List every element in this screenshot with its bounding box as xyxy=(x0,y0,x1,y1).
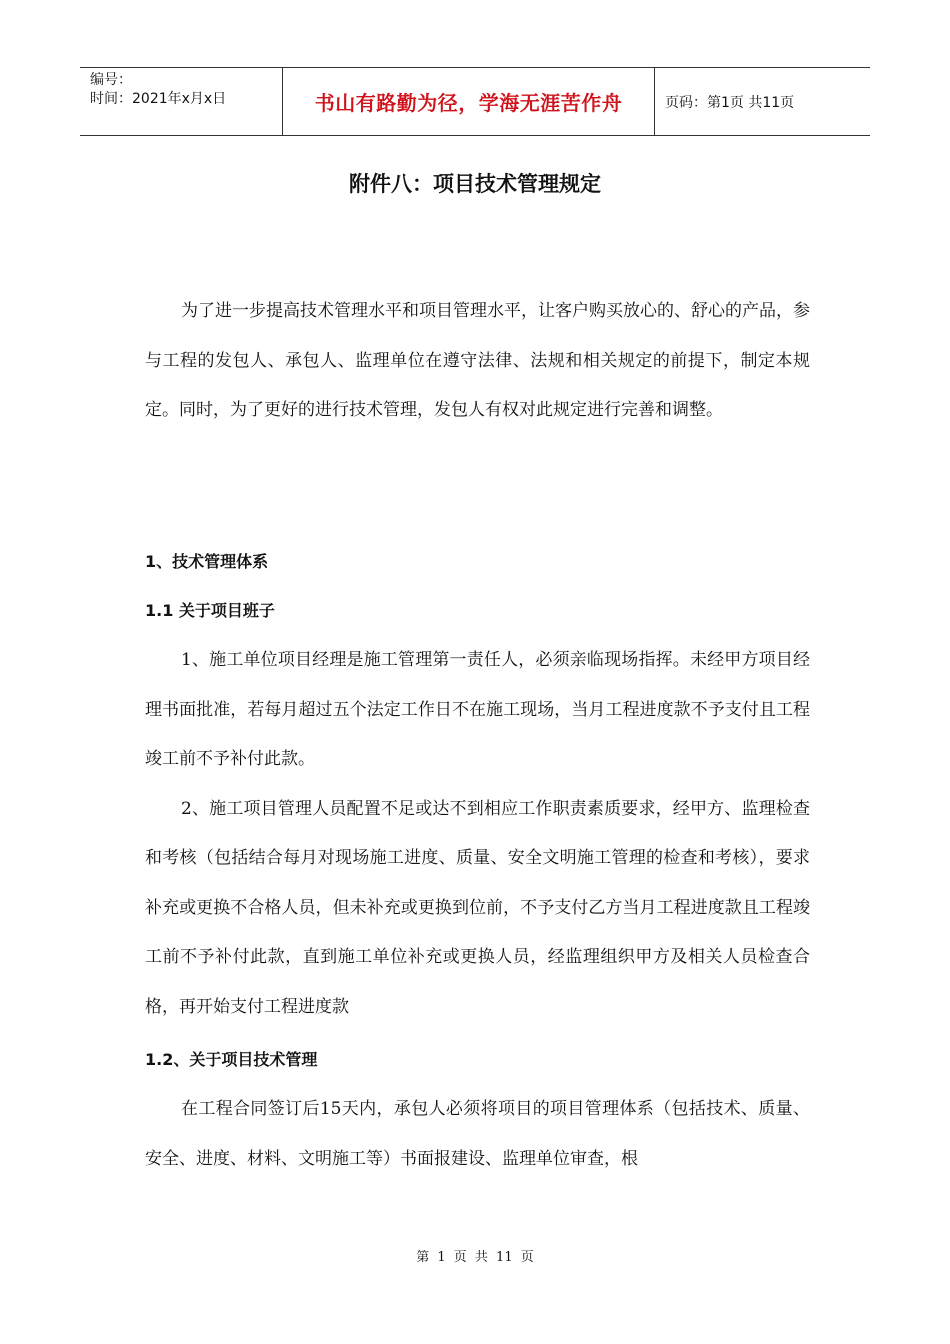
section-1-2-body xyxy=(145,1085,810,1184)
page-footer: 第 1 页 共 11 页 xyxy=(416,1250,534,1265)
intro-paragraph: 为了进一步提高技术管理水平和项目管理水平，让客户购买放心的、舒心的产品，参与工程的发包人、承包人、监理单位在遵守法律、法规和相关规定的前提下，制定本规定。同时，为了更好的进行技术管理，发包人有权对此规定进行完善和调整。 xyxy=(145,301,810,420)
section-1-heading: 1、技术管理体系 xyxy=(145,552,269,571)
section-1-2-paragraph: 在工程合同签订后15天内，承包人必须将项目的项目管理体系（包括技术、质量、安全、进度、材料、文明施工等）书面报建设、监理单位审查，根 xyxy=(145,1099,810,1169)
time-label: 时间：2021年x月x日 xyxy=(90,91,227,107)
header-motto: 书山有路勤为径，学海无涯苦作舟 xyxy=(314,91,623,115)
section-1-1-body xyxy=(145,636,810,1032)
header-page-cell xyxy=(655,68,870,135)
section-1-1-item-2: 2、施工项目管理人员配置不足或达不到相应工作职责素质要求，经甲方、监理检查和考核（包括结合每月对现场施工进度、质量、安全文明施工管理的检查和考核），要求补充或更换不合格人员，但未补充或更换到位前，不予支付乙方当月工程进度款且工程竣工前不予补付此款，直到施工单位补充或更换人员，经监理组织甲方及相关人员检查合格，再开始支付工程进度款 xyxy=(145,798,810,1017)
header-page-info: 页码：第1页 共11页 xyxy=(665,94,795,111)
intro-block xyxy=(145,287,810,436)
section-1-1-item-1: 1、施工单位项目经理是施工管理第一责任人，必须亲临现场指挥。未经甲方项目经理书面批准，若每月超过五个法定工作日不在施工现场，当月工程进度款不予支付且工程竣工前不予补付此款。 xyxy=(145,650,810,769)
header-table xyxy=(80,67,870,136)
document-title: 附件八：项目技术管理规定 xyxy=(349,172,601,196)
serial-number-label: 编号： xyxy=(90,72,132,88)
section-1-1-heading: 1.1 关于项目班子 xyxy=(145,601,275,620)
header-meta-cell xyxy=(80,68,282,135)
header-motto-cell xyxy=(282,68,655,135)
section-1-2-heading: 1.2、关于项目技术管理 xyxy=(145,1050,318,1069)
